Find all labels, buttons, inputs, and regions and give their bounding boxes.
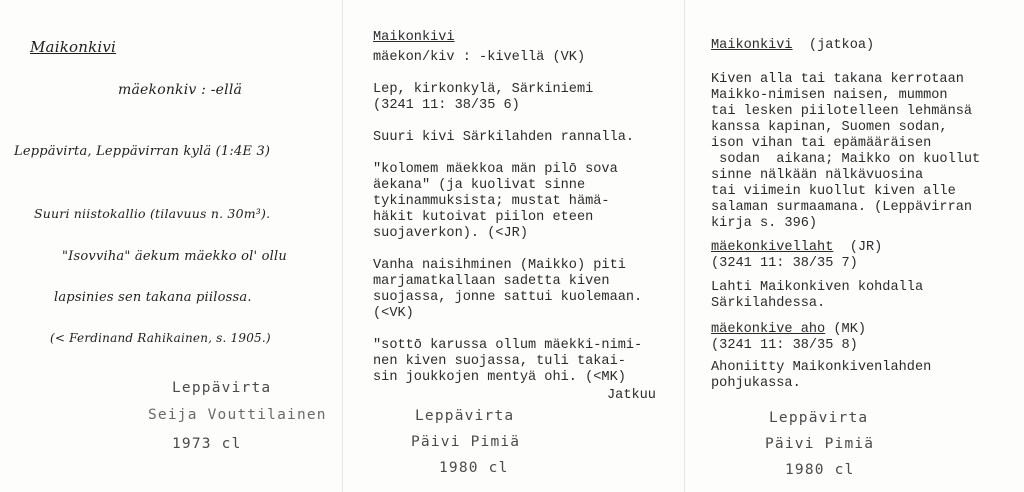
card2-continued: Jatkuu [607,388,656,403]
card3-stamp-place: Leppävirta [769,410,869,426]
card2-line-21: sin joukkojen mentyä ohi. (<MK) [373,370,626,385]
card1-stamp-collector: Seija Vouttilainen [148,407,327,423]
card3-line-1: Kiven alla tai takana kerrotaan [711,72,964,87]
card1-line-1: Suuri niistokallio (tilavuus n. 30m³). [34,206,271,221]
card1-line-3: lapsinies sen takana piilossa. [54,290,252,305]
card2-line-10: tykinammuksista; mustat hämä- [373,194,610,209]
card-handwritten [0,0,340,492]
card2-line-9: äekana" (ja kuolivat sinne [373,178,586,193]
card2-stamp-place: Leppävirta [415,408,515,424]
card2-line-20: nen kiven suojassa, tuli takai- [373,354,626,369]
card3-stamp-collector: Päivi Pimiä [765,436,875,452]
card3-title-suffix: (jatkoa) [808,38,875,53]
card3-line-2: Maikko-nimisen naisen, mummon [711,88,948,103]
card2-line-14: Vanha naisihminen (Maikko) piti [373,258,626,273]
card3-entry1-desc-1: Lahti Maikonkiven kohdalla [711,280,924,295]
card-typed-continued [684,0,1024,492]
card3-entry1-src: (JR) [849,240,883,255]
card3-title-row [711,38,874,54]
card3-entry2-head [711,322,866,338]
card3-line-9: salaman surmaamana. (Leppävirran [711,200,973,215]
card3-entry1-desc-2: Särkilahdessa. [711,296,826,311]
card3-line-4: kanssa kapinan, Suomen sodan, [711,120,948,135]
card3-entry1-name: mäekonkivellaht [711,240,834,255]
card1-stamp-place: Leppävirta [172,380,272,396]
card3-line-8: tai viimein kuollut kiven alle [711,184,956,199]
card3-entry1-coord: (3241 11: 38/35 7) [711,256,858,271]
card2-line-16: suojassa, jonne sattui kuolemaan. [373,290,643,305]
card2-line-8: "kolomem mäekkoa män pilō sova [373,162,618,177]
card1-line-4: (< Ferdinand Rahikainen, s. 1905.) [50,331,271,345]
card3-stamp-year: 1980 cl [785,462,855,478]
card3-entry1-head [711,240,882,256]
card2-line-15: marjamatkallaan sadetta kiven [373,274,610,289]
card3-line-6: sodan aikana; Maikko on kuollut [711,152,981,167]
card2-stamp-collector: Päivi Pimiä [411,434,521,450]
card2-line-3: Lep, kirkonkylä, Särkiniemi [373,82,594,97]
card3-entry2-coord: (3241 11: 38/35 8) [711,338,858,353]
card1-pronunciation: mäekonkiv : -ellä [118,82,243,98]
card2-line-19: "sottō karussa ollum mäekki-nimi- [373,338,643,353]
card3-title: Maikonkivi [711,38,793,53]
card1-title: Maikonkivi [30,38,117,56]
card3-entry2-desc-1: Ahoniitty Maikonkivenlahden [711,360,932,375]
card1-line-2: "Isovviha" äekum mäekko ol' ollu [62,249,287,264]
card3-entry2-src: (MK) [833,322,867,337]
card2-line-11: häkit kutoivat piilon eteen [373,210,594,225]
card2-line-1: mäekon/kiv : -kivellä (VK) [373,50,586,65]
card3-line-5: ison vihan tai epämääräisen [711,136,932,151]
card3-entry2-desc-2: pohjukassa. [711,376,801,391]
card2-line-12: suojaverkon). (<JR) [373,226,528,241]
card1-place: Leppävirta, Leppävirran kylä (1:4E 3) [14,144,271,159]
card2-line-6: Suuri kivi Särkilahden rannalla. [373,130,635,145]
card-typed-main [342,0,683,492]
card1-stamp-year: 1973 cl [172,436,242,452]
card2-title: Maikonkivi [373,30,455,45]
card2-line-17: (<VK) [373,306,414,321]
card3-line-3: tai lesken piilotelleen lehmänsä [711,104,973,119]
card3-line-10: kirja s. 396) [711,216,818,231]
card3-line-7: sinne nälkään nälkävuosina [711,168,924,183]
card2-line-4: (3241 11: 38/35 6) [373,98,520,113]
card3-entry2-name: mäekonkive aho [711,322,826,337]
card2-stamp-year: 1980 cl [439,460,509,476]
